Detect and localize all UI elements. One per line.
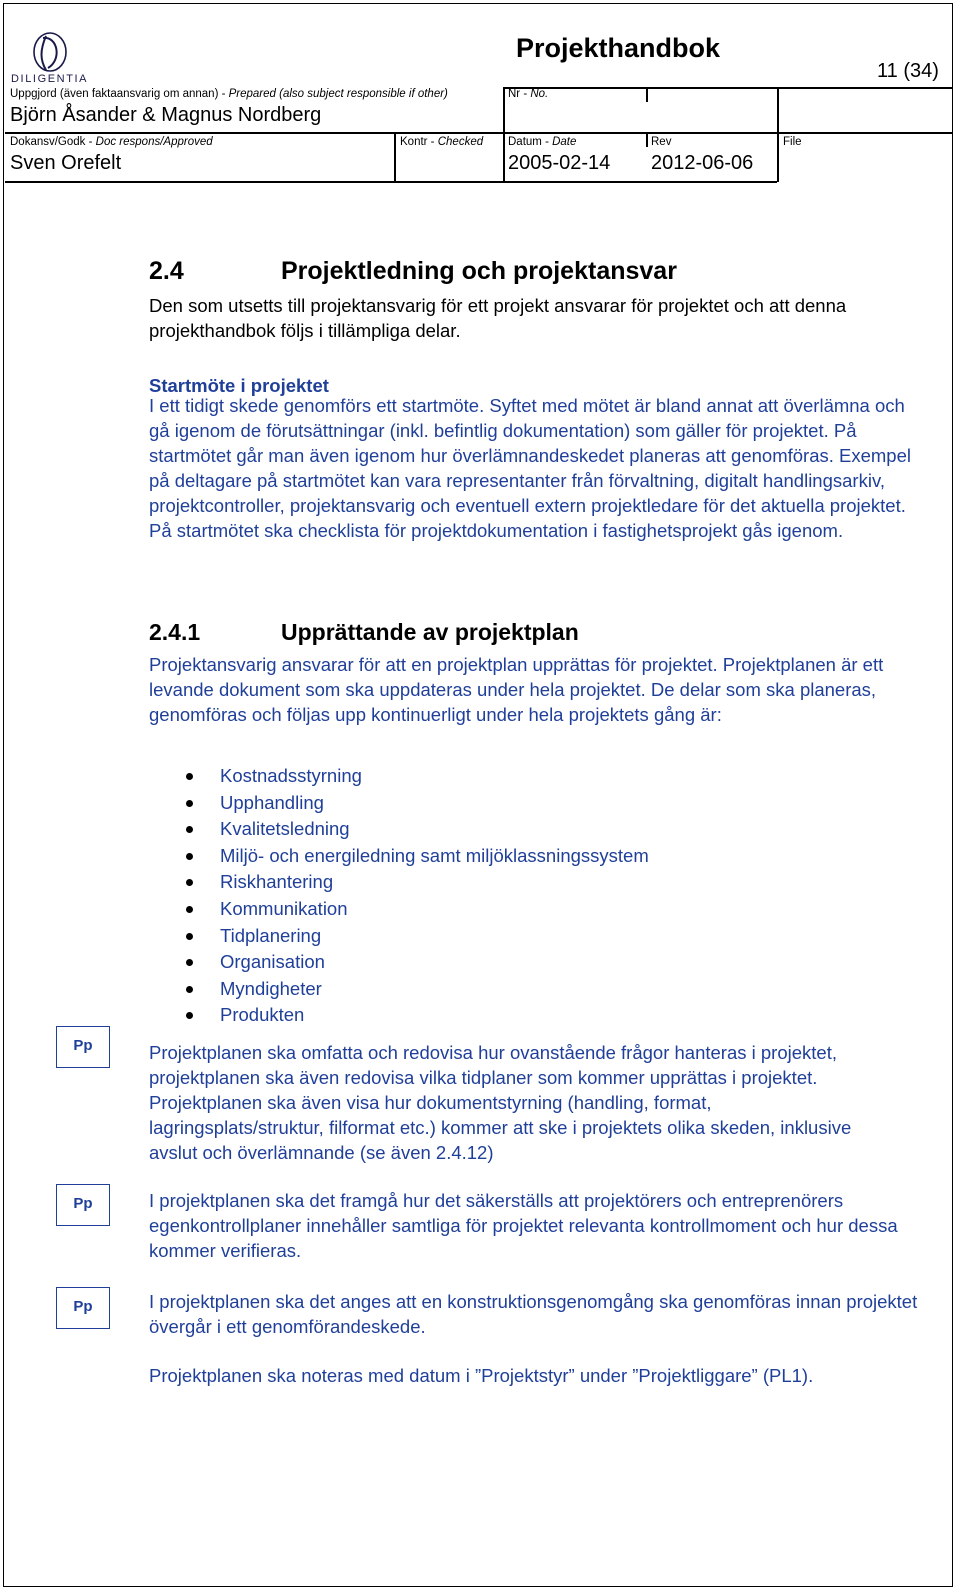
rev-label: Rev bbox=[651, 136, 672, 148]
nr-label: Nr - No. bbox=[508, 88, 549, 100]
list-item: Organisation bbox=[149, 949, 649, 976]
list-item: Tidplanering bbox=[149, 923, 649, 950]
header-divider-1 bbox=[394, 132, 396, 182]
subsection-heading bbox=[149, 619, 579, 646]
header-divider-4 bbox=[646, 132, 648, 147]
pp-paragraph: Projektplanen ska omfatta och redovisa hur ovanstående frågor hanteras i projektet, projektplanen ska även redovisa vilka tidplaner som kommer upprättas i projektet. Projektplanen ska även visa hur dokumentstyrning (handling, format, lagringsplats/struktur, filformat etc.) kommer att ske i projektets olika skeden, inklusive avslut och överlämnande (se även 2.4.12) bbox=[149, 1042, 852, 1163]
list-item: Kvalitetsledning bbox=[149, 816, 649, 843]
planning-list bbox=[149, 763, 649, 1029]
list-item: Kommunikation bbox=[149, 896, 649, 923]
list-item: Upphandling bbox=[149, 790, 649, 817]
subsection-intro: Projektansvarig ansvarar för att en projektplan upprättas för projektet. Projektplanen är ett levande dokument som ska uppdateras under hela projektet. De delar som ska planeras, genomföras och följas upp kontinuerligt under hela projektets gång är: bbox=[149, 654, 884, 725]
section-number: 2.4 bbox=[149, 257, 184, 285]
section-intro: Den som utsetts till projektansvarig för ett projekt ansvarar för projektet och att denna projekthandbok följs i tillämpliga delar. bbox=[149, 295, 847, 341]
subsection-number: 2.4.1 bbox=[149, 619, 201, 645]
rev-value: 2012-06-06 bbox=[651, 152, 754, 174]
date-label: Datum - Date bbox=[508, 136, 577, 148]
approved-label: Dokansv/Godk - Doc respons/Approved bbox=[10, 136, 213, 148]
checked-label: Kontr - Checked bbox=[400, 136, 484, 148]
list-item: Produkten bbox=[149, 1002, 649, 1029]
header-divider-5 bbox=[777, 87, 779, 182]
header-rule-mid bbox=[5, 132, 953, 134]
header-divider-3 bbox=[646, 87, 648, 102]
startmote-text: I ett tidigt skede genomförs ett startmöte. Syftet med mötet är bland annat att överlämna och gå igenom de förutsättningar (inkl. befintlig dokumentation) som gäller för projektet. På startmötet går man även igenom hur överlämnandeskedet planeras att genomföras. Exempel på deltagare på startmötet kan vara representanter från förvaltning, digitalt handlingsarkiv, projektcontroller, projektansvarig och eventuell extern projektledare för det aktuella projektet. På startmötet ska checklista för projektdokumentation i fastighetsprojekt gås igenom. bbox=[149, 395, 911, 541]
list-item: Riskhantering bbox=[149, 869, 649, 896]
pp-marker: Pp bbox=[56, 1026, 110, 1068]
subsection-title: Upprättande av projektplan bbox=[281, 619, 579, 645]
document-title: Projekthandbok bbox=[516, 33, 721, 63]
list-item: Miljö- och energiledning samt miljöklassningssystem bbox=[149, 843, 649, 870]
pp-marker: Pp bbox=[56, 1184, 110, 1226]
section-title: Projektledning och projektansvar bbox=[281, 257, 677, 285]
prepared-label: Uppgjord (även faktaansvarig om annan) - Prepared (also subject responsible if other) bbox=[10, 88, 448, 100]
header-rule-top bbox=[505, 87, 953, 89]
pp-paragraph: I projektplanen ska det framgå hur det säkerställs att projektörers och entreprenörers egenkontrollplaner innehåller samtliga för projektet relevanta kontrollmoment och hur dessa kommer verifieras. bbox=[149, 1190, 898, 1261]
prepared-value: Björn Åsander & Magnus Nordberg bbox=[10, 104, 322, 126]
section-heading bbox=[149, 257, 677, 286]
file-label: File bbox=[783, 136, 802, 148]
header-rule-bottom bbox=[5, 181, 777, 183]
pp-paragraph: I projektplanen ska det anges att en konstruktionsgenomgång ska genomföras innan projektet övergår i ett genomförandeskede. bbox=[149, 1291, 918, 1337]
closing-paragraph: Projektplanen ska noteras med datum i ”Projektstyr” under ”Projektliggare” (PL1). bbox=[149, 1365, 814, 1386]
approved-value: Sven Orefelt bbox=[10, 152, 122, 174]
page-number: 11 (34) bbox=[877, 60, 939, 82]
date-value: 2005-02-14 bbox=[508, 152, 611, 174]
list-item: Kostnadsstyrning bbox=[149, 763, 649, 790]
header-divider-2 bbox=[503, 87, 505, 182]
pp-marker: Pp bbox=[56, 1287, 110, 1329]
logo-wordmark: DILIGENTIA bbox=[11, 73, 89, 85]
startmote-heading: Startmöte i projektet bbox=[149, 375, 329, 396]
list-item: Myndigheter bbox=[149, 976, 649, 1003]
